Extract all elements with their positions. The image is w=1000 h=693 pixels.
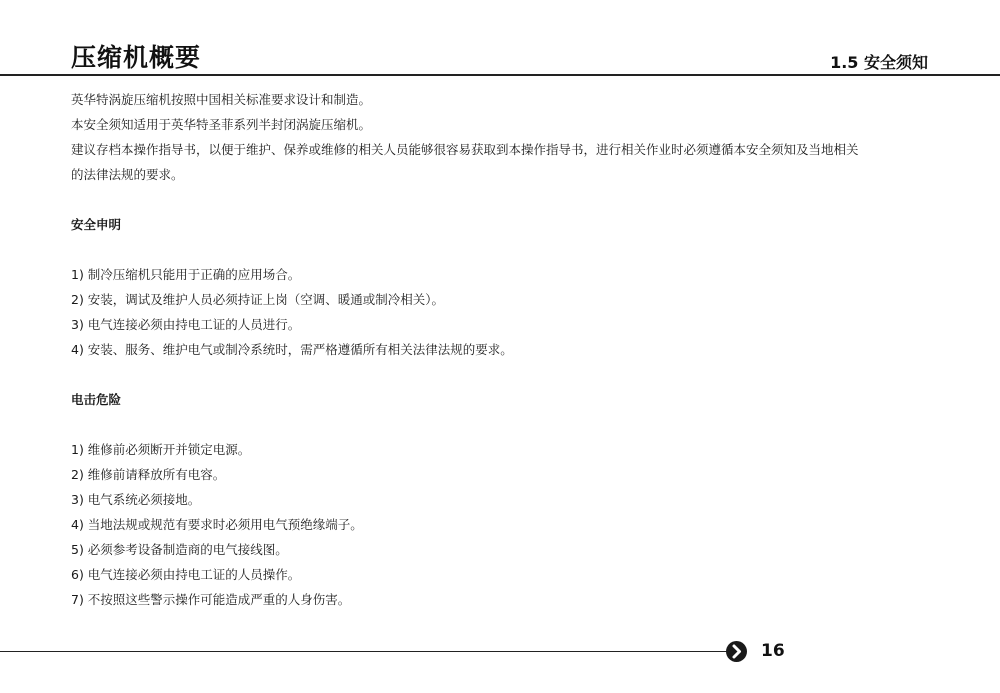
list-item: 4) 当地法规或规范有要求时必须用电气预绝缘端子。 (71, 517, 363, 532)
section-title: 1.5 安全须知 (830, 53, 928, 72)
list-item: 5) 必须参考设备制造商的电气接线图。 (71, 542, 288, 557)
header-divider (0, 74, 1000, 76)
footer-divider (0, 651, 735, 652)
list-item: 7) 不按照这些警示操作可能造成严重的人身伤害。 (71, 592, 351, 607)
intro-line: 的法律法规的要求。 (71, 167, 184, 182)
list-item: 1) 制冷压缩机只能用于正确的应用场合。 (71, 267, 301, 282)
intro-line: 英华特涡旋压缩机按照中国相关标准要求设计和制造。 (71, 92, 372, 107)
document-body (71, 87, 931, 612)
list-item: 4) 安装、服务、维护电气或制冷系统时，需严格遵循所有相关法律法规的要求。 (71, 342, 513, 357)
page-title: 压缩机概要 (71, 43, 202, 72)
page-number: 16 (761, 641, 785, 661)
list-item: 1) 维修前必须断开并锁定电源。 (71, 442, 251, 457)
intro-line: 本安全须知适用于英华特圣菲系列半封闭涡旋压缩机。 (71, 117, 372, 132)
list-item: 6) 电气连接必须由持电工证的人员操作。 (71, 567, 301, 582)
list-item: 3) 电气连接必须由持电工证的人员进行。 (71, 317, 301, 332)
list-item: 3) 电气系统必须接地。 (71, 492, 201, 507)
chevron-right-circle-icon (726, 641, 747, 662)
electric-hazard-heading: 电击危险 (71, 392, 122, 407)
safety-statement-heading: 安全申明 (71, 217, 122, 232)
list-item: 2) 安装，调试及维护人员必须持证上岗（空调、暖通或制冷相关）。 (71, 292, 445, 307)
intro-line: 建议存档本操作指导书，以便于维护、保养或维修的相关人员能够很容易获取到本操作指导书，进行相关作业时必须遵循本安全须知及当地相关 (71, 142, 859, 157)
list-item: 2) 维修前请释放所有电容。 (71, 467, 226, 482)
